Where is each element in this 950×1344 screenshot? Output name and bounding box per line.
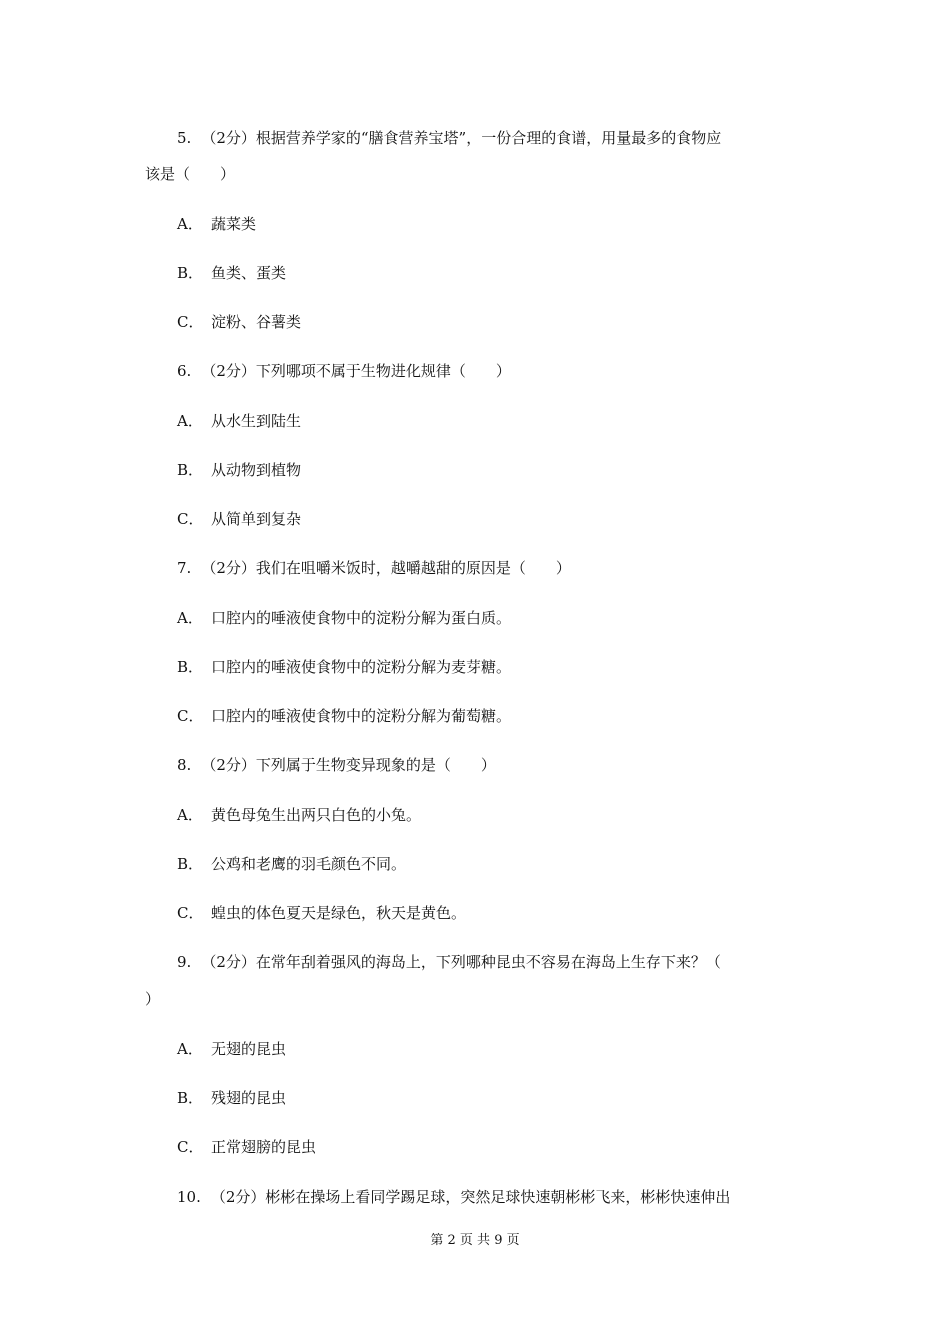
option-letter: A． — [177, 806, 203, 824]
option-text: 蔬菜类 — [211, 215, 257, 233]
question-5-option-a — [177, 213, 256, 234]
question-6-option-b — [177, 459, 301, 480]
option-letter: C． — [177, 1138, 204, 1156]
option-letter: A． — [177, 215, 203, 233]
question-5-option-c — [177, 311, 301, 332]
option-text: 蝗虫的体色夏天是绿色，秋天是黄色。 — [211, 904, 467, 922]
option-letter: A． — [177, 609, 203, 627]
option-text: 公鸡和老鹰的羽毛颜色不同。 — [211, 855, 407, 873]
option-letter: A． — [177, 1040, 203, 1058]
question-9-stem-continued: ） — [145, 990, 161, 1008]
question-6-stem — [177, 360, 511, 381]
question-6-option-a — [177, 410, 301, 431]
option-text: 淀粉、谷薯类 — [211, 313, 302, 331]
option-text: 黄色母兔生出两只白色的小兔。 — [211, 806, 422, 824]
option-letter: A． — [177, 412, 203, 430]
option-text: 口腔内的唾液使食物中的淀粉分解为蛋白质。 — [211, 609, 512, 627]
option-letter: B． — [177, 855, 204, 873]
question-number: 5. — [177, 129, 192, 147]
question-text: （2分）根据营养学家的“膳食营养宝塔”，一份合理的食谱，用量最多的食物应 — [201, 129, 722, 147]
page-footer: 第 2 页 共 9 页 — [430, 1233, 520, 1248]
option-text: 从简单到复杂 — [211, 510, 302, 528]
option-text: 从水生到陆生 — [211, 412, 302, 430]
question-7-option-b — [177, 656, 511, 677]
question-8-stem — [177, 754, 496, 775]
question-text: （2分）在常年刮着强风的海岛上，下列哪种昆虫不容易在海岛上生存下来？（ — [201, 953, 721, 971]
question-text: （2分）我们在咀嚼米饭时，越嚼越甜的原因是（ ） — [201, 559, 571, 577]
question-number: 8. — [177, 756, 192, 774]
question-number: 10. — [177, 1188, 201, 1206]
question-text: （2分）下列哪项不属于生物进化规律（ ） — [201, 362, 511, 380]
question-5-option-b — [177, 262, 286, 283]
question-5-stem — [177, 127, 721, 148]
question-5-stem-continued: 该是（ ） — [145, 165, 236, 183]
option-text: 从动物到植物 — [211, 461, 302, 479]
option-letter: B． — [177, 1089, 204, 1107]
option-letter: B． — [177, 461, 204, 479]
question-9-option-b — [177, 1087, 286, 1108]
option-text: 残翅的昆虫 — [211, 1089, 287, 1107]
option-letter: C． — [177, 904, 204, 922]
option-letter: B． — [177, 658, 204, 676]
option-letter: C． — [177, 707, 204, 725]
option-letter: C． — [177, 313, 204, 331]
question-6-option-c — [177, 508, 301, 529]
option-text: 无翅的昆虫 — [211, 1040, 287, 1058]
question-number: 6. — [177, 362, 192, 380]
question-9-option-a — [177, 1038, 286, 1059]
question-number: 9. — [177, 953, 192, 971]
question-8-option-b — [177, 853, 406, 874]
question-8-option-a — [177, 804, 421, 825]
option-text: 鱼类、蛋类 — [211, 264, 287, 282]
question-10-stem — [177, 1186, 730, 1207]
option-letter: B． — [177, 264, 204, 282]
question-7-option-c — [177, 705, 511, 726]
question-text: （2分）下列属于生物变异现象的是（ ） — [201, 756, 496, 774]
question-8-option-c — [177, 902, 466, 923]
question-7-option-a — [177, 607, 511, 628]
option-letter: C． — [177, 510, 204, 528]
option-text: 口腔内的唾液使食物中的淀粉分解为葡萄糖。 — [211, 707, 512, 725]
question-7-stem — [177, 557, 571, 578]
question-9-option-c — [177, 1136, 316, 1157]
question-9-stem — [177, 951, 721, 972]
question-text: （2分）彬彬在操场上看同学踢足球，突然足球快速朝彬彬飞来，彬彬快速伸出 — [210, 1188, 731, 1206]
question-number: 7. — [177, 559, 192, 577]
option-text: 口腔内的唾液使食物中的淀粉分解为麦芽糖。 — [211, 658, 512, 676]
option-text: 正常翅膀的昆虫 — [211, 1138, 317, 1156]
